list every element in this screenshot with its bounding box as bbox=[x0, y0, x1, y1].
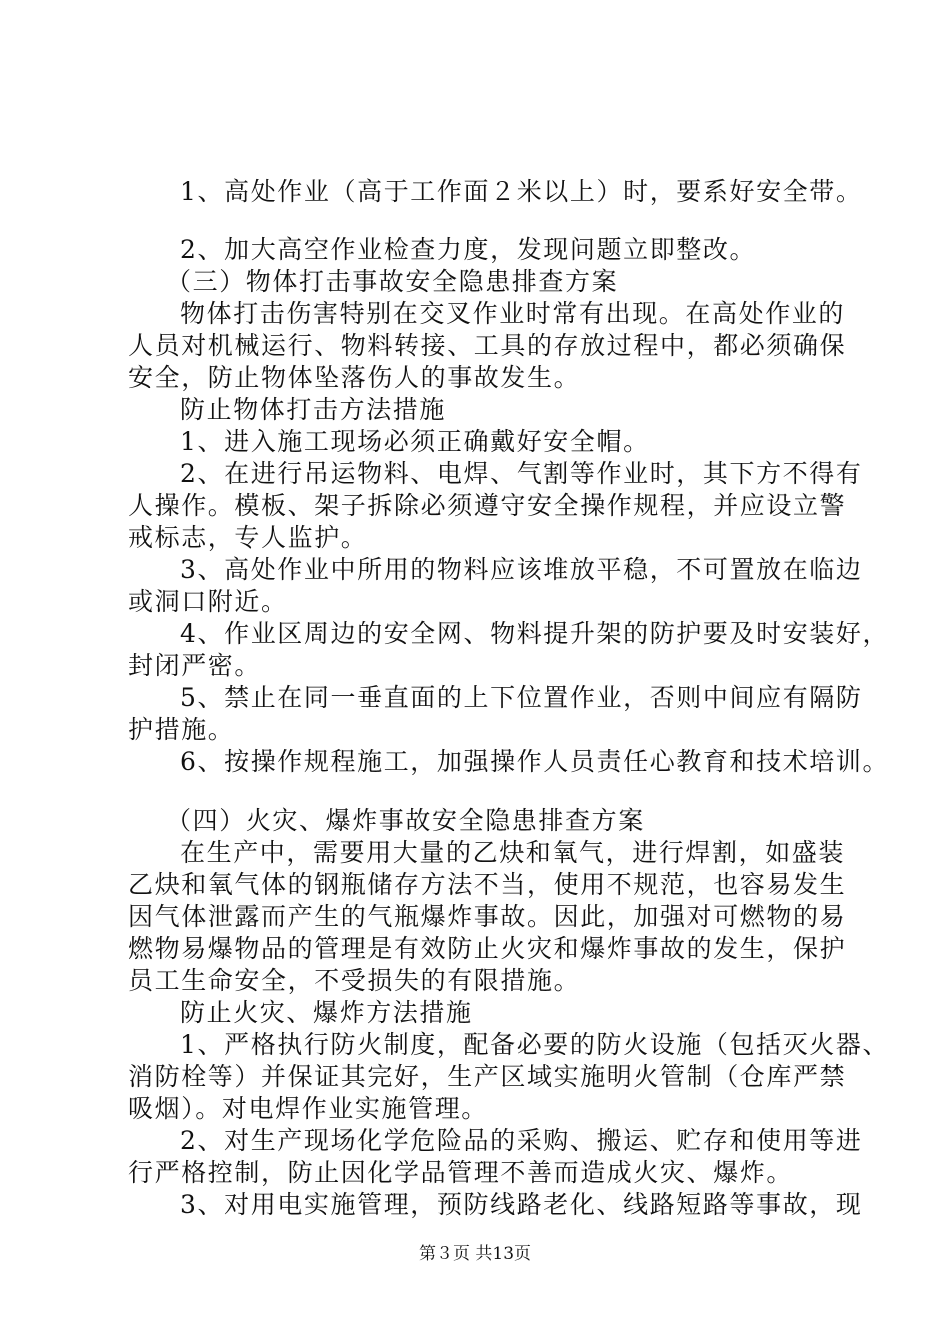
paragraph-line: 1、严格执行防火制度，配备必要的防火设施（包括灭火器、 bbox=[180, 1030, 890, 1059]
paragraph-line: 在生产中，需要用大量的乙炔和氧气，进行焊割，如盛装 bbox=[180, 838, 846, 867]
paragraph-line: 2、对生产现场化学危险品的采购、搬运、贮存和使用等进 bbox=[180, 1126, 863, 1155]
section-heading: （三）物体打击事故安全隐患排查方案 bbox=[166, 267, 619, 296]
paragraph-line: 3、高处作业中所用的物料应该堆放平稳，不可置放在临边 bbox=[180, 555, 863, 584]
paragraph-line: 4、作业区周边的安全网、物料提升架的防护要及时安装好， bbox=[180, 619, 890, 648]
paragraph-line: 人员对机械运行、物料转接、工具的存放过程中，都必须确保 bbox=[128, 331, 847, 360]
paragraph-line: 护措施。 bbox=[128, 715, 235, 744]
paragraph-line: 行严格控制，防止因化学品管理不善而造成火灾、爆炸。 bbox=[128, 1158, 794, 1187]
paragraph-line: 安全，防止物体坠落伤人的事故发生。 bbox=[128, 363, 581, 392]
paragraph-line: 或洞口附近。 bbox=[128, 587, 288, 616]
paragraph-line: 乙炔和氧气体的钢瓶储存方法不当，使用不规范，也容易发生 bbox=[128, 870, 847, 899]
subheading: 防止火灾、爆炸方法措施 bbox=[180, 998, 473, 1027]
paragraph-line: 人操作。模板、架子拆除必须遵守安全操作规程，并应设立警 bbox=[128, 491, 847, 520]
paragraph-line: 1、高处作业（高于工作面２米以上）时，要系好安全带。 bbox=[180, 177, 863, 206]
paragraph-line: 戒标志，专人监护。 bbox=[128, 523, 368, 552]
paragraph-line: 封闭严密。 bbox=[128, 651, 262, 680]
page-footer: 第３页 共13页 bbox=[418, 1244, 532, 1264]
paragraph-line: 1、进入施工现场必须正确戴好安全帽。 bbox=[180, 427, 650, 456]
paragraph-line: 5、禁止在同一垂直面的上下位置作业，否则中间应有隔防 bbox=[180, 683, 863, 712]
paragraph-line: 员工生命安全，不受损失的有限措施。 bbox=[128, 966, 581, 995]
section-heading: （四）火灾、爆炸事故安全隐患排查方案 bbox=[166, 806, 645, 835]
paragraph-line: 6、按操作规程施工，加强操作人员责任心教育和技术培训。 bbox=[180, 747, 890, 776]
paragraph-line: 物体打击伤害特别在交叉作业时常有出现。在高处作业的 bbox=[180, 299, 846, 328]
subheading: 防止物体打击方法措施 bbox=[180, 395, 447, 424]
paragraph-line: 消防栓等）并保证其完好，生产区域实施明火管制（仓库严禁 bbox=[128, 1062, 847, 1091]
paragraph-line: 吸烟）。对电焊作业实施管理。 bbox=[128, 1094, 488, 1123]
paragraph-line: 3、对用电实施管理，预防线路老化、线路短路等事故，现 bbox=[180, 1190, 863, 1219]
paragraph-line: 2、在进行吊运物料、电焊、气割等作业时，其下方不得有 bbox=[180, 459, 863, 488]
paragraph-line: 因气体泄露而产生的气瓶爆炸事故。因此，加强对可燃物的易 bbox=[128, 902, 847, 931]
paragraph-line: 2、加大高空作业检查力度，发现问题立即整改。 bbox=[180, 235, 757, 264]
paragraph-line: 燃物易爆物品的管理是有效防止火灾和爆炸事故的发生，保护 bbox=[128, 934, 847, 963]
